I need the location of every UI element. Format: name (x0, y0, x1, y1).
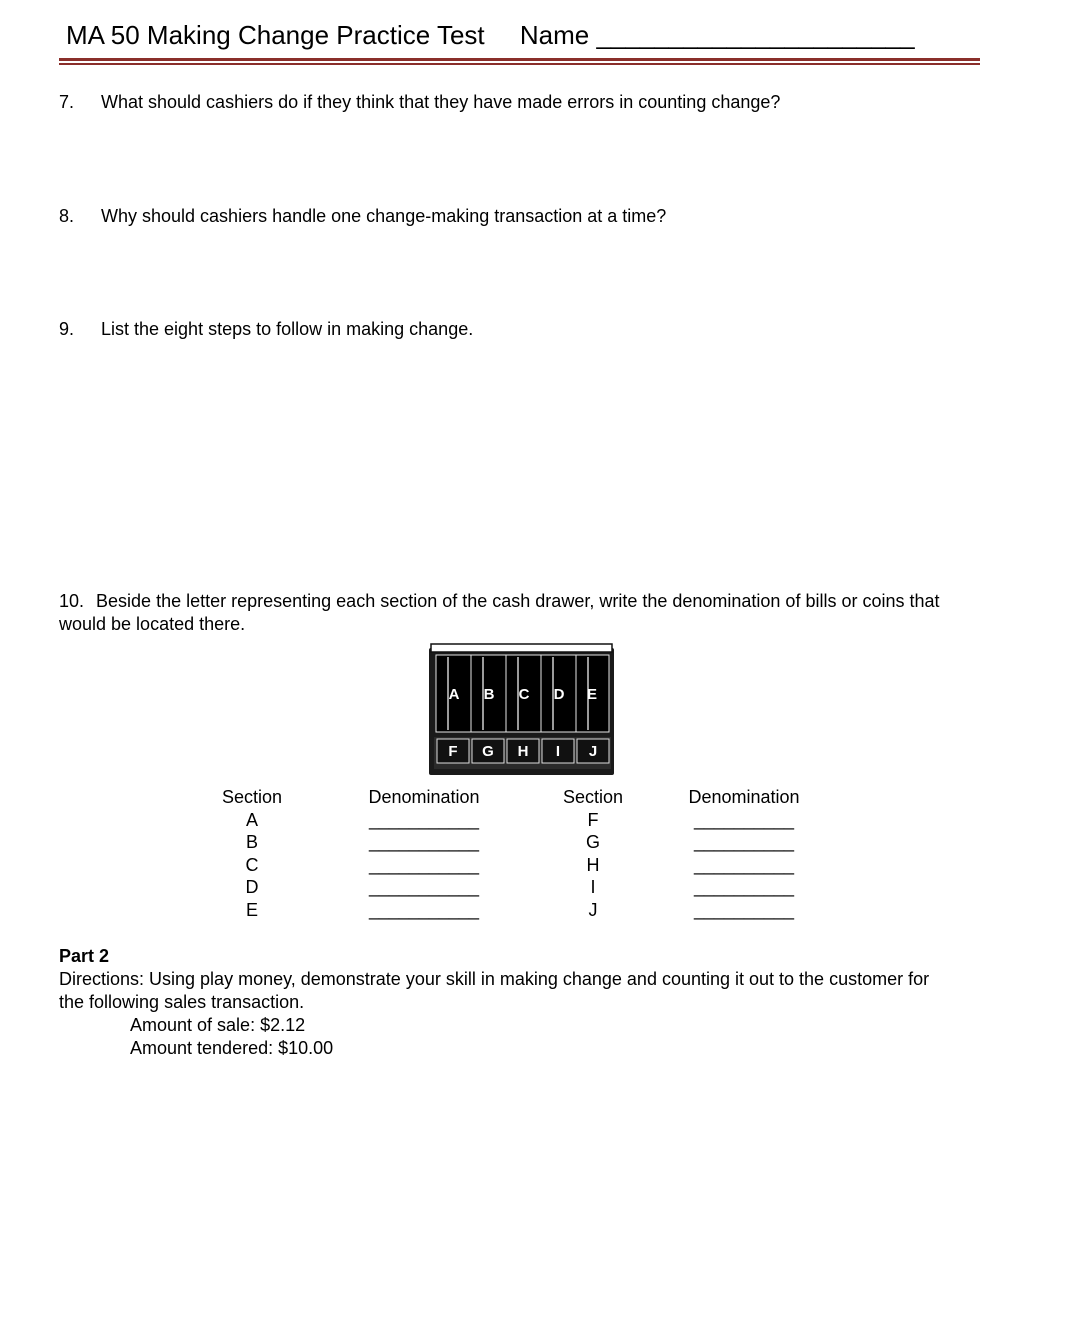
cash-drawer-diagram (428, 643, 616, 777)
page-header (66, 20, 915, 51)
denomination-blank[interactable]: __________ (693, 899, 795, 920)
drawer-label-j: J (588, 743, 598, 760)
section-letter: B (245, 832, 258, 853)
column-header: Denomination (368, 787, 480, 807)
left-section-column (216, 786, 288, 922)
section-letter: G (585, 832, 600, 853)
denomination-blank[interactable]: ___________ (368, 809, 480, 830)
drawer-label-h: H (517, 743, 529, 760)
section-letter: D (245, 877, 259, 898)
section-letter: J (588, 899, 598, 920)
question-text: Why should cashiers handle one change-making transaction at a time? (101, 206, 667, 226)
denomination-blank[interactable]: ___________ (368, 832, 480, 853)
question-text: Beside the letter representing each section of the cash drawer, write the denomination of bills or coins that would be located there. (59, 591, 940, 634)
drawer-label-b: B (483, 686, 495, 703)
denomination-blank[interactable]: ___________ (368, 899, 480, 920)
denomination-blank[interactable]: __________ (693, 877, 795, 898)
amount-tendered: Amount tendered: $10.00 (130, 1038, 334, 1058)
header-rule-thick (59, 58, 980, 61)
page-title: MA 50 Making Change Practice Test (66, 20, 485, 50)
question-text: List the eight steps to follow in making change. (101, 319, 474, 339)
question-10 (59, 590, 959, 636)
column-header: Section (562, 787, 624, 807)
drawer-label-c: C (518, 686, 530, 703)
drawer-label-e: E (586, 686, 598, 703)
question-number: 10. (59, 591, 85, 611)
denomination-blank[interactable]: __________ (693, 854, 795, 875)
section-letter: E (245, 899, 258, 920)
denomination-blank[interactable]: ___________ (368, 877, 480, 898)
drawer-lid (431, 644, 612, 652)
left-denomination-column (360, 786, 488, 922)
right-section-column (557, 786, 629, 922)
drawer-label-g: G (482, 743, 494, 760)
question-number: 9. (59, 319, 75, 339)
drawer-label-f: F (448, 743, 458, 760)
question-text: What should cashiers do if they think that they have made errors in counting change? (101, 92, 781, 112)
header-rule-thin (59, 63, 980, 65)
part-2-title: Part 2 (59, 946, 110, 966)
amount-of-sale: Amount of sale: $2.12 (130, 1015, 306, 1035)
denomination-blank[interactable]: __________ (693, 832, 795, 853)
drawer-label-a: A (448, 686, 460, 703)
column-header: Section (221, 787, 283, 807)
question-7 (59, 92, 780, 113)
question-9 (59, 319, 473, 340)
right-denomination-column (680, 786, 808, 922)
denomination-blank[interactable]: __________ (693, 809, 795, 830)
question-number: 7. (59, 92, 75, 112)
part-2-section (59, 945, 959, 1060)
column-header: Denomination (688, 787, 800, 807)
question-number: 8. (59, 206, 75, 226)
section-letter: C (245, 854, 259, 875)
section-letter: I (590, 877, 596, 898)
section-letter: F (587, 809, 599, 830)
part-2-directions: Directions: Using play money, demonstrate your skill in making change and counting it out to the customer for the following sales transaction. (59, 969, 930, 1012)
drawer-label-d: D (553, 686, 565, 703)
drawer-label-i: I (555, 743, 561, 760)
question-8 (59, 206, 666, 227)
section-letter: A (245, 809, 258, 830)
denomination-blank[interactable]: ___________ (368, 854, 480, 875)
section-letter: H (586, 854, 600, 875)
name-field[interactable]: Name ______________________ (519, 20, 915, 50)
